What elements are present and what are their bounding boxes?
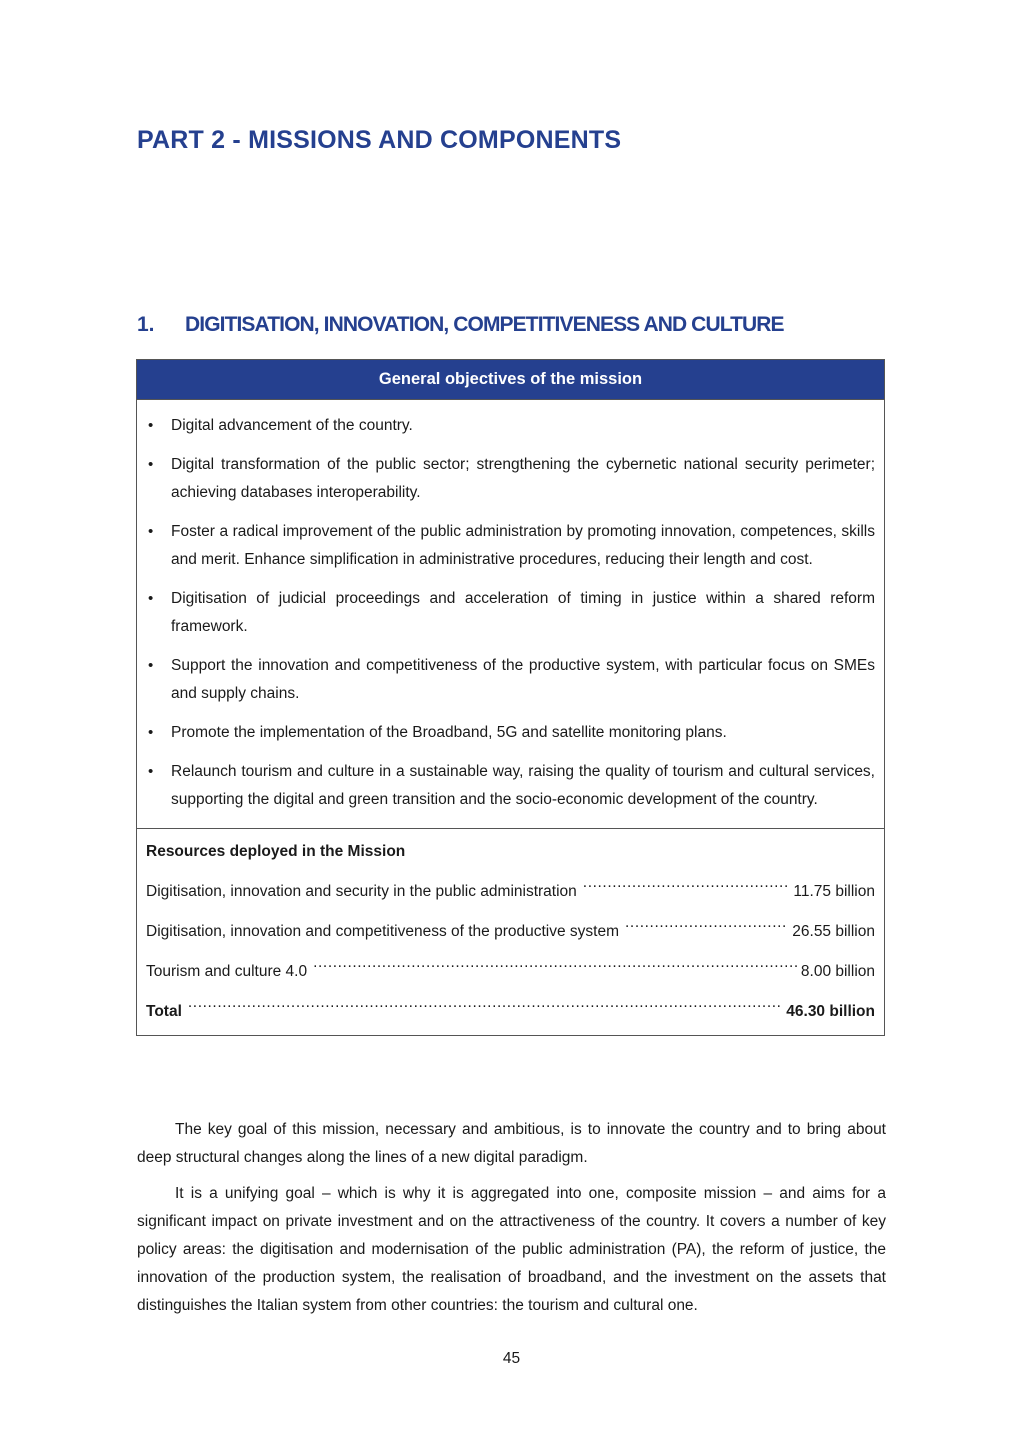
objective-item [146,758,875,814]
body-paragraph: The key goal of this mission, necessary and ambitious, is to innovate the country and to bring about deep structural changes along the lines of a new digital paradigm. [137,1121,886,1166]
bullet-icon: • [148,523,154,540]
objective-item [146,518,875,574]
bullet-icon: • [148,417,154,434]
dot-leader [188,996,782,1016]
resource-amount: 8.00 billion [800,963,875,980]
resource-label: Digitisation, innovation and competitiveness of the productive system [146,923,619,940]
resource-row [146,956,875,985]
body-paragraph: It is a unifying goal – which is why it is aggregated into one, composite mission – and aims for a significant impact on private investment and on the attractiveness of the country. It covers a number of key policy areas: the digitisation and modernisation of the public administration (PA), the reform of justice, the innovation of the production system, the realisation of broadband, and the investment on the assets that distinguishes the Italian system from other countries: the tourism and cultural one. [137,1185,886,1314]
objective-text: Foster a radical improvement of the public administration by promoting innovation, competences, skills and merit. Enhance simplification in administrative procedures, reducing their length and cost. [171,523,875,568]
objective-text: Digital advancement of the country. [171,417,413,434]
resources-section [137,828,884,1035]
body-text [137,1116,886,1328]
resource-amount: 26.55 billion [792,923,875,940]
mission-objectives-box [136,359,885,1036]
objective-text: Relaunch tourism and culture in a sustainable way, raising the quality of tourism and cultural services, supporting the digital and green transition and the socio-economic development of the country. [171,763,875,808]
section-title-text: DIGITISATION, INNOVATION, COMPETITIVENESS AND CULTURE [185,313,784,336]
objectives-header: General objectives of the mission [137,360,884,400]
objective-item [146,652,875,708]
resource-amount: 11.75 billion [793,883,875,900]
bullet-icon: • [148,590,154,607]
objective-text: Digital transformation of the public sector; strengthening the cybernetic national security perimeter; achieving databases interoperability. [171,456,875,501]
resource-total-row [146,996,875,1025]
objective-text: Digitisation of judicial proceedings and acceleration of timing in justice within a shared reform framework. [171,590,875,635]
bullet-icon: • [148,763,154,780]
resource-label: Tourism and culture 4.0 [146,963,308,980]
objective-item [146,585,875,641]
dot-leader [625,916,788,936]
resource-label: Digitisation, innovation and security in the public administration [146,883,577,900]
bullet-icon: • [148,456,154,473]
objective-item [146,719,875,747]
bullet-icon: • [148,657,154,674]
part-title: PART 2 - MISSIONS AND COMPONENTS [137,126,622,154]
total-amount: 46.30 billion [786,1003,875,1020]
resource-row [146,876,875,905]
bullet-icon: • [148,724,154,741]
objective-item [146,412,875,440]
total-label: Total [146,1003,182,1020]
resources-title: Resources deployed in the Mission [146,843,406,860]
dot-leader [583,876,790,896]
page-number: 45 [502,1350,521,1367]
objectives-list [137,400,884,828]
objective-text: Promote the implementation of the Broadband, 5G and satellite monitoring plans. [171,724,727,741]
objective-text: Support the innovation and competitiveness of the productive system, with particular focus on SMEs and supply chains. [171,657,875,702]
objective-item [146,451,875,507]
resource-row [146,916,875,945]
section-number: 1. [137,313,155,336]
dot-leader [313,956,797,976]
section-title [137,313,784,337]
